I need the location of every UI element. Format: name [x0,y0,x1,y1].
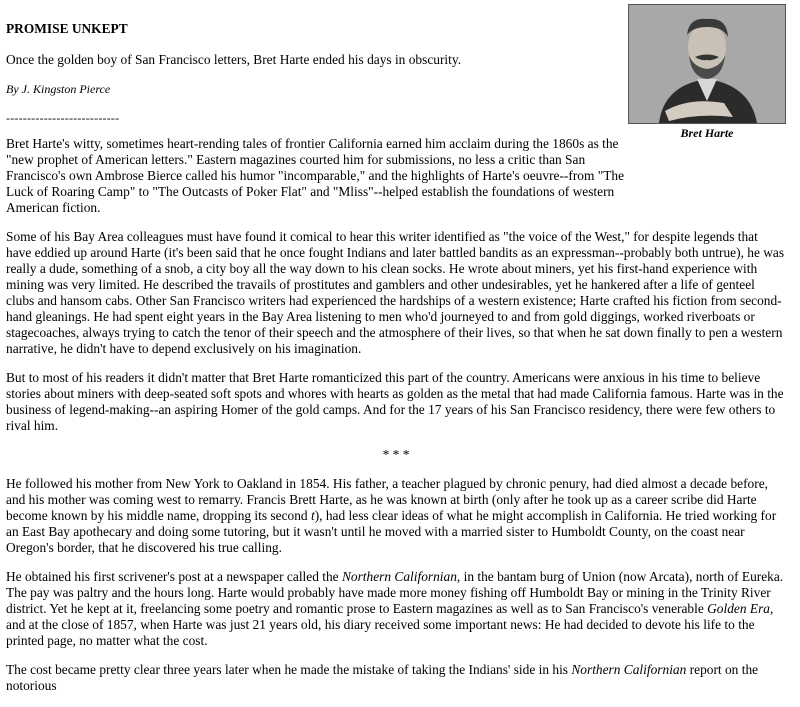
article-byline: By J. Kingston Pierce [6,82,111,96]
portrait-figure [628,4,786,140]
paragraph-3: But to most of his readers it didn't matter that Bret Harte romanticized this part of the country. Americans were anxious in his time to believe stories about miners with deep-seated soft spots and whores with hearts as golden as the metal that had made California famous. Harte was in the business of legend-making--an aspiring Homer of the gold camps. And for the 17 years of his San Francisco residency, there were few others to rival him. [6,370,784,433]
paragraph-1: Bret Harte's witty, sometimes heart-rending tales of frontier California earned him acclaim during the 1860s as the "new prophet of American letters." Eastern magazines courted him for submissions, no less a critic than San Francisco's own Ambrose Bierce called his humor "incomparable," and the highlights of Harte's oeuvre--from "The Luck of Roaring Camp" to "The Outcasts of Poker Flat" and "Mliss"--helped establish the foundations of western American fiction. [6,136,625,215]
article-subhead: Once the golden boy of San Francisco letters, Bret Harte ended his days in obscurity. [6,52,462,67]
article-body [6,136,786,707]
article-title: PROMISE UNKEPT [6,21,128,36]
paragraph-4: He followed his mother from New York to Oakland in 1854. His father, a teacher plagued by chronic penury, had died almost a decade before, and his mother was coming west to remarry. Francis Brett Harte, as he was known at birth (only after he took up as a career scribe did Harte become known by his middle name, dropping its second t), had less clear ideas of what he might accomplish in California. He tried working for an East Bay apothecary and doing some tutoring, but it wasn't until he moved with a married sister to Humboldt County, on the coast near Oregon's border, that he discovered his true calling. [6,476,777,555]
paragraph-6: The cost became pretty clear three years later when he made the mistake of taking the Indians' side in his Northern Californian report on the notorious [6,662,759,693]
divider-rule: --------------------------- [6,111,120,125]
portrait-caption: Bret Harte [680,126,734,140]
portrait-photo [628,4,786,124]
paragraph-5: He obtained his first scrivener's post at a newspaper called the Northern Californian, in the bantam burg of Union (now Arcata), north of Eureka. The pay was paltry and the hours long. Harte would probably have made more money fishing off Humboldt Bay or mining in the Trinity River district. Yet he kept at it, freelancing some poetry and romantic prose to Eastern magazines as well as to San Francisco's venerable Golden Era, and at the close of 1857, when Harte was just 21 years old, his diary received some important news: He had decided to devote his life to the printed page, no matter what the cost. [6,569,784,648]
section-separator: * * * [382,447,410,462]
paragraph-2: Some of his Bay Area colleagues must have found it comical to hear this writer identified as "the voice of the West," for despite legends that have eddied up around Harte (it's been said that he once fought Indians and later battled bandits as an expressman--probably both untrue), he was really a dude, something of a snob, a city boy all the way down to his clean socks. He wrote about miners, yet his first-hand experience with mining was very limited. He described the travails of prostitutes and gamblers and other undesirables, yet he hankered after a life of genteel clubs and hansom cabs. Other San Francisco writers had experienced the hardships of a western existence; Harte crafted his fiction from second-hand gleanings. He had spent eight years in the Bay Area listening to men who'd journeyed to and from gold diggings, worked riverboats or stagecoaches, always trying to catch the tenor of their speech and the atmosphere of their lives, so that when he sat down finally to pen a western narrative, he didn't have to depend exclusively on his imagination. [6,229,785,356]
